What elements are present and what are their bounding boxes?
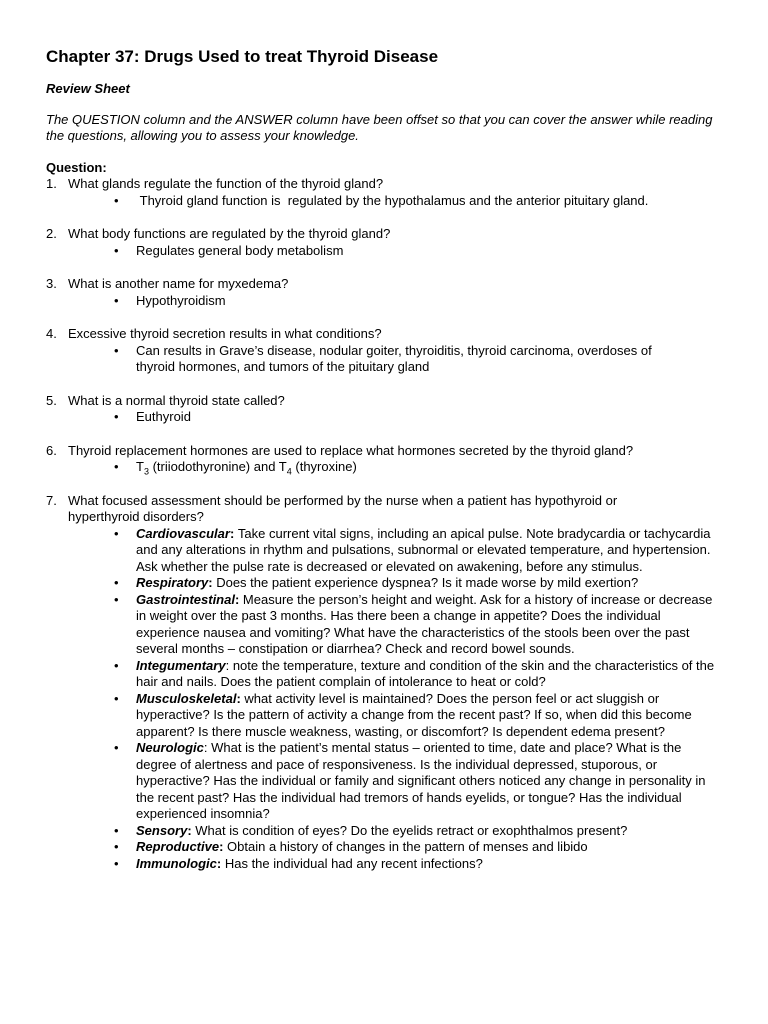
assessment-item <box>114 856 722 873</box>
question-text: Thyroid replacement hormones are used to replace what hormones secreted by the thyroid gland? <box>68 442 634 458</box>
answer-text: Can results in Grave’s disease, nodular goiter, thyroiditis, thyroid carcinoma, overdoses of thyroid hormones, and tumors of the pituitary gland <box>136 342 652 374</box>
question-text: What focused assessment should be performed by the nurse when a patient has hypothyroid or hyperthyroid disorders? <box>68 492 618 524</box>
bullet-icon: • <box>114 740 119 755</box>
answer-text: Euthyroid <box>136 409 191 424</box>
bullet-icon: • <box>114 591 119 607</box>
bullet-icon: • <box>114 192 119 208</box>
bullet-icon: • <box>114 342 119 358</box>
question-number: 4. <box>46 326 57 341</box>
question-number: 5. <box>46 392 57 408</box>
question-number: 7. <box>46 492 57 508</box>
t4-subscript: 4 <box>286 466 292 477</box>
question-text: What is a normal thyroid state called? <box>68 392 285 408</box>
answer-item <box>114 293 728 310</box>
answer-text <box>136 459 728 476</box>
question-number: 6. <box>46 442 57 458</box>
term-separator: : <box>234 591 243 607</box>
bullet-icon: • <box>114 459 119 474</box>
bullet-icon: • <box>114 657 119 673</box>
assessment-item <box>114 740 722 823</box>
assessment-term: Sensory <box>136 822 188 838</box>
bullet-icon: • <box>114 690 119 706</box>
assessment-text: What is the patient’s mental status – oriented to time, date and place? What is the degree of alertness and pace of responsiveness. Is the individual depressed, stuporous, or hyperactive? Has the individual or family and significant others noticed any change in personality in the recent past? Has the individual had tremors of hands eyelids, or tongue? Has the individual experienced insomnia? <box>136 740 706 821</box>
question-5 <box>46 393 728 426</box>
assessment-text: Measure the person’s height and weight. Ask for a history of increase or decrease in weight over the past 3 months. Has there been a change in appetite? Does the individual experience nausea and vomiting? What have the characteristics of the stools been over the past several months – constipation or diarrhea? Check and record bowel sounds. <box>136 591 713 656</box>
bullet-icon: • <box>114 575 119 590</box>
term-separator: : <box>187 822 196 838</box>
assessment-term: Respiratory <box>136 575 209 590</box>
assessment-term: Immunologic <box>136 855 217 871</box>
assessment-text: What is condition of eyes? Do the eyelids retract or exophthalmos present? <box>195 822 628 838</box>
assessment-term: Cardiovascular <box>136 525 230 541</box>
answer-item <box>114 343 728 376</box>
term-separator: : <box>216 855 225 871</box>
bullet-icon: • <box>114 855 119 871</box>
assessment-term: Gastrointestinal <box>136 591 235 607</box>
page-title: Chapter 37: Drugs Used to treat Thyroid Disease <box>46 47 439 66</box>
question-4 <box>46 326 728 376</box>
bullet-icon: • <box>114 839 119 854</box>
answer-item <box>114 243 728 260</box>
bullet-icon: • <box>114 409 119 424</box>
assessment-item <box>114 658 722 691</box>
question-number: 1. <box>46 176 57 191</box>
bullet-icon: • <box>114 525 119 541</box>
question-header: Question: <box>46 159 107 175</box>
page-subtitle: Review Sheet <box>46 81 130 96</box>
assessment-item <box>114 839 722 856</box>
term-separator: : <box>229 525 238 541</box>
assessment-item <box>114 823 722 840</box>
bullet-icon: • <box>114 242 119 258</box>
question-text: Excessive thyroid secretion results in what conditions? <box>68 326 382 341</box>
t4-description: (thyroxine) <box>291 459 357 474</box>
answer-text: Regulates general body metabolism <box>136 242 344 258</box>
assessment-text: what activity level is maintained? Does the person feel or act sluggish or hyperactive? Is the pattern of activity a change from the recent past? If so, when did this become apparent? Is there muscle weakness, wasting, or discomfort? Is dependent edema present? <box>136 690 692 739</box>
assessment-term: Neurologic <box>136 740 204 755</box>
assessment-text: Has the individual had any recent infections? <box>224 855 483 871</box>
term-separator: : <box>236 690 245 706</box>
bullet-icon: • <box>114 292 119 308</box>
assessment-text: Does the patient experience dyspnea? Is it made worse by mild exertion? <box>216 575 639 590</box>
term-separator: : <box>203 740 212 755</box>
t3-label: T <box>136 459 144 474</box>
t3-subscript: 3 <box>143 466 149 477</box>
answer-text: Hypothyroidism <box>136 292 226 308</box>
assessment-item <box>114 592 722 658</box>
question-text: What is another name for myxedema? <box>68 276 289 291</box>
question-number: 3. <box>46 276 57 291</box>
t3-description: (triiodothyronine) and T <box>148 459 287 474</box>
question-text: What body functions are regulated by the thyroid gland? <box>68 226 391 241</box>
assessment-item <box>114 691 722 741</box>
assessment-item <box>114 575 722 592</box>
term-separator: : <box>219 839 228 854</box>
term-separator: : <box>208 575 217 590</box>
term-separator: : <box>225 657 233 673</box>
assessment-term: Reproductive <box>136 839 220 854</box>
assessment-term: Integumentary <box>136 657 226 673</box>
question-6 <box>46 443 728 476</box>
answer-text: Thyroid gland function is regulated by the hypothalamus and the anterior pituitary gland. <box>136 192 649 208</box>
question-3 <box>46 276 728 309</box>
bullet-icon: • <box>114 822 119 838</box>
assessment-text: note the temperature, texture and condition of the skin and the characteristics of the hair and nails. Does the patient complain of intolerance to heat or cold? <box>136 657 715 689</box>
question-7 <box>46 493 728 873</box>
question-2 <box>46 226 728 259</box>
answer-item <box>114 409 728 426</box>
assessment-text: Obtain a history of changes in the pattern of menses and libido <box>227 839 588 854</box>
assessment-term: Musculoskeletal <box>136 690 237 706</box>
intro-paragraph: The QUESTION column and the ANSWER column have been offset so that you can cover the answer while reading the questions, allowing you to assess your knowledge. <box>46 111 713 143</box>
question-number: 2. <box>46 226 57 241</box>
assessment-text: Take current vital signs, including an apical pulse. Note bradycardia or tachycardia and any alterations in rhythm and pulsations, subnormal or elevated temperature, and hypertension. Ask whether the pulse rate is decreased or elevated on awakening, before any stimulus. <box>136 525 711 574</box>
assessment-item <box>114 526 722 576</box>
answer-item <box>114 193 728 210</box>
question-1 <box>46 176 728 209</box>
assessment-list <box>46 526 728 873</box>
question-text: What glands regulate the function of the thyroid gland? <box>68 176 384 191</box>
answer-item <box>114 459 728 476</box>
